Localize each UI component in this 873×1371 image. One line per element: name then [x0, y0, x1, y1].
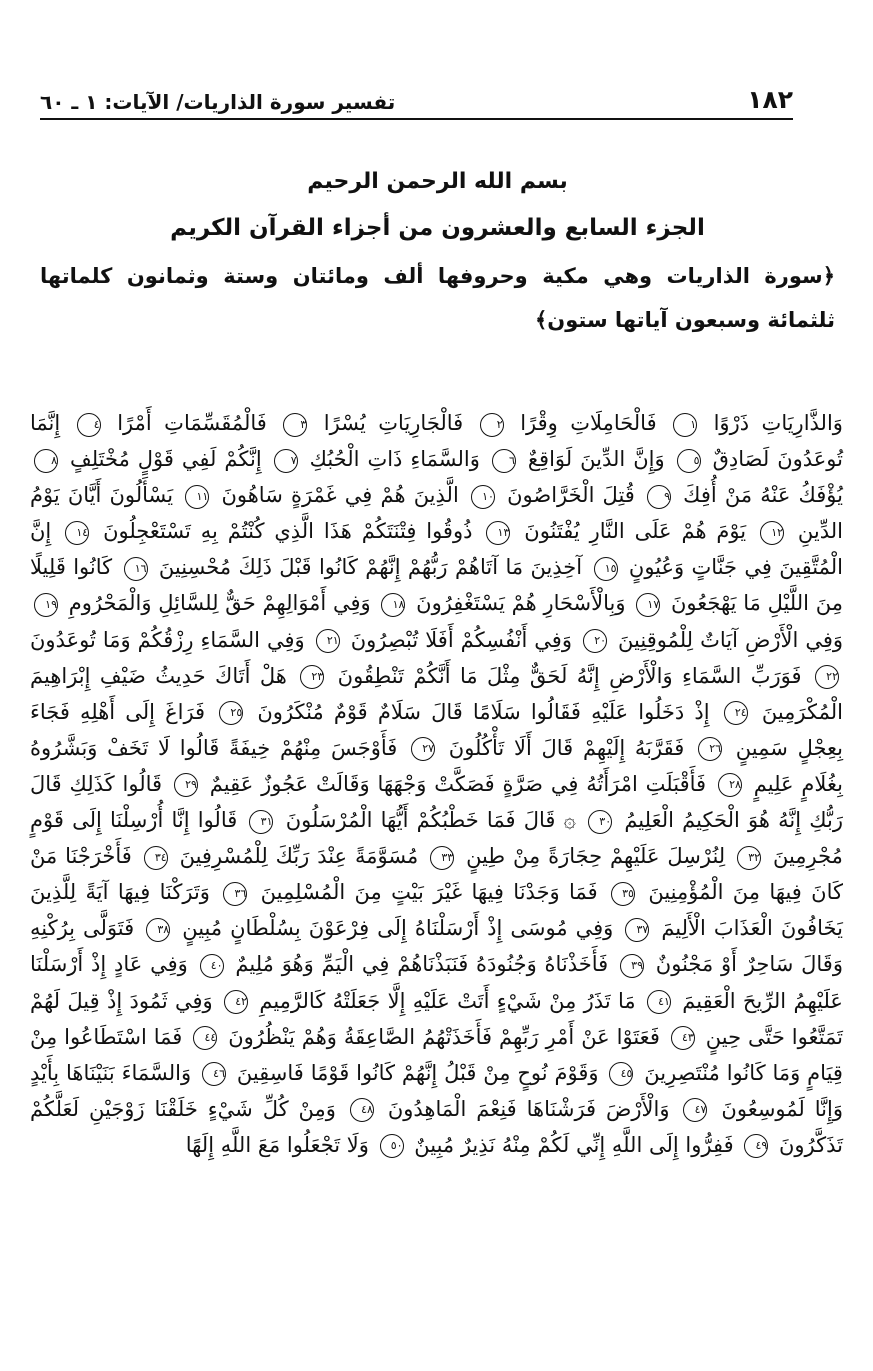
ayah-number-marker: ٢٤	[724, 701, 748, 725]
ayah-number-marker: ٤٣	[671, 1026, 695, 1050]
ayah-number-marker: ٤٨	[350, 1098, 374, 1122]
verse-text: فَالْحَامِلَاتِ وِقْرًا	[520, 411, 657, 435]
ayah-number-marker: ٣٥	[611, 882, 635, 906]
verse-text: وَفِي ثَمُودَ إِذْ قِيلَ لَهُمْ تَمَتَّعُوا حَتَّى حِينٍ	[30, 988, 843, 1049]
verse-text: قُتِلَ الْخَرَّاصُونَ	[507, 483, 635, 508]
verse-text: وَالسَّمَاءِ ذَاتِ الْحُبُكِ	[309, 447, 480, 472]
verse-text: يُؤْفَكُ عَنْهُ مَنْ أُفِكَ	[683, 483, 843, 508]
verse-text: وَإِنَّ الدِّينَ لَوَاقِعٌ	[527, 447, 665, 472]
verse-text: فَأَوْجَسَ مِنْهُمْ خِيفَةً قَالُوا لَا تَخَفْ وَبَشَّرُوهُ بِغُلَامٍ عَلِيمٍ	[30, 735, 843, 796]
verse-text: وَقَوْمَ نُوحٍ مِنْ قَبْلُ إِنَّهُمْ كَانُوا قَوْمًا فَاسِقِينَ	[236, 1060, 599, 1085]
verse-text: مُسَوَّمَةً عِنْدَ رَبِّكَ لِلْمُسْرِفِينَ	[179, 844, 419, 869]
ayah-number-marker: ٣٠	[588, 810, 612, 834]
ayah-number-marker: ٣٨	[146, 918, 170, 942]
ayah-number-marker: ٣٢	[737, 846, 761, 870]
ayah-number-marker: ٥٠	[380, 1134, 404, 1158]
juz-title: الجزء السابع والعشرون من أجزاء القرآن الكريم	[170, 215, 705, 241]
ayah-number-marker: ٢١	[316, 629, 340, 653]
ayah-number-marker: ٤٢	[224, 990, 248, 1014]
ayah-number-marker: ١٠	[471, 485, 495, 509]
ayah-number-marker: ٤٩	[744, 1134, 768, 1158]
verse-text: وَتَرَكْنَا فِيهَا آيَةً لِلَّذِينَ يَخَافُونَ الْعَذَابَ الْأَلِيمَ	[30, 880, 843, 941]
ayah-number-marker: ١١	[185, 485, 209, 509]
verse-text: لِنُرْسِلَ عَلَيْهِمْ حِجَارَةً مِنْ طِينٍ	[466, 844, 726, 869]
ayah-number-marker: ٧	[274, 449, 298, 473]
ayah-number-marker: ٢٢	[815, 665, 839, 689]
ayah-number-marker: ١٩	[34, 593, 58, 617]
quran-verses	[30, 405, 843, 1163]
ayah-number-marker: ٢٣	[300, 665, 324, 689]
verse-text: وَفِي مُوسَى إِذْ أَرْسَلْنَاهُ إِلَى فِرْعَوْنَ بِسُلْطَانٍ مُبِينٍ	[182, 916, 614, 941]
running-header	[40, 78, 793, 120]
verse-text: وَفِي أَنْفُسِكُمْ أَفَلَا تُبْصِرُونَ	[350, 627, 572, 652]
verse-text: وَفِي عَادٍ إِذْ أَرْسَلْنَا عَلَيْهِمُ الرِّيحَ الْعَقِيمَ	[30, 952, 843, 1013]
verse-text: فَالْمُقَسِّمَاتِ أَمْرًا	[117, 411, 267, 435]
verse-text: هَلْ أَتَاكَ حَدِيثُ ضَيْفِ إِبْرَاهِيمَ الْمُكْرَمِينَ	[30, 663, 843, 724]
verse-text: فَأَخْرَجْنَا مَنْ كَانَ فِيهَا مِنَ الْمُؤْمِنِينَ	[30, 844, 843, 905]
verse-text: فَقَرَّبَهُ إِلَيْهِمْ قَالَ أَلَا تَأْكُلُونَ	[448, 735, 685, 760]
verse-text: يَسْأَلُونَ أَيَّانَ يَوْمُ الدِّينِ	[30, 483, 844, 544]
ayah-number-marker: ٣٦	[223, 882, 247, 906]
verse-text: قَالُوا كَذَلِكِ قَالَ رَبُّكِ إِنَّهُ هُوَ الْحَكِيمُ الْعَلِيمُ	[30, 771, 843, 833]
ayah-number-marker: ٨	[34, 449, 58, 473]
running-title: تفسير سورة الذاريات/ الآيات: ١ ـ ٦٠	[40, 90, 396, 114]
verse-text: وَمِنْ كُلِّ شَيْءٍ خَلَقْنَا زَوْجَيْنِ لَعَلَّكُمْ تَذَكَّرُونَ	[30, 1096, 843, 1157]
ayah-number-marker: ٢٠	[583, 629, 607, 653]
ayah-number-marker: ٤٦	[202, 1062, 226, 1086]
ayah-number-marker: ١	[673, 413, 697, 437]
verse-text: وَالذَّارِيَاتِ ذَرْوًا	[713, 411, 843, 435]
chapter-intro	[40, 162, 835, 342]
verse-text: يَوْمَ هُمْ عَلَى النَّارِ يُفْتَنُونَ	[524, 519, 747, 544]
ayah-number-marker: ٢	[480, 413, 504, 437]
page-number: ١٨٢	[747, 85, 793, 114]
verse-text: فَمَا وَجَدْنَا فِيهَا غَيْرَ بَيْتٍ مِنَ الْمُسْلِمِينَ	[260, 880, 598, 905]
ayah-number-marker: ٤١	[647, 990, 671, 1014]
verse-text: فَرَاغَ إِلَى أَهْلِهِ فَجَاءَ بِعِجْلٍ سَمِينٍ	[30, 699, 844, 760]
verse-text: وَلَا تَجْعَلُوا مَعَ اللَّهِ إِلَهًا	[185, 1132, 369, 1157]
verse-text: وَالسَّمَاءَ بَنَيْنَاهَا بِأَيْدٍ وَإِنَّا لَمُوسِعُونَ	[30, 1060, 843, 1121]
ayah-number-marker: ١٣	[486, 521, 510, 545]
verse-text: ذُوقُوا فِتْنَتَكُمْ هَذَا الَّذِي كُنْتُمْ بِهِ تَسْتَعْجِلُونَ	[103, 519, 473, 544]
verse-text: فَعَتَوْا عَنْ أَمْرِ رَبِّهِمْ فَأَخَذَتْهُمُ الصَّاعِقَةُ وَهُمْ يَنْظُرُونَ	[228, 1024, 660, 1049]
ayah-number-marker: ٣	[283, 413, 307, 437]
ayah-number-marker: ٦	[492, 449, 516, 473]
verse-text: فَأَخَذْنَاهُ وَجُنُودَهُ فَنَبَذْنَاهُمْ فِي الْيَمِّ وَهُوَ مُلِيمٌ	[235, 952, 609, 977]
verse-text: كَانُوا قَلِيلًا مِنَ اللَّيْلِ مَا يَهْجَعُونَ	[30, 555, 843, 616]
ayah-number-marker: ٤٤	[193, 1026, 217, 1050]
verse-text: فَوَرَبِّ السَّمَاءِ وَالْأَرْضِ إِنَّهُ لَحَقٌّ مِثْلَ مَا أَنَّكُمْ تَنْطِقُونَ	[337, 663, 802, 688]
ayah-number-marker: ١٤	[65, 521, 89, 545]
verse-text: إِنَّكُمْ لَفِي قَوْلٍ مُخْتَلِفٍ	[69, 447, 262, 472]
verse-text: فَأَقْبَلَتِ امْرَأَتُهُ فِي صَرَّةٍ فَصَكَّتْ وَجْهَهَا وَقَالَتْ عَجُوزٌ عَقِيمٌ	[209, 771, 707, 796]
ayah-number-marker: ١٦	[124, 557, 148, 581]
ayah-number-marker: ٢٥	[219, 701, 243, 725]
verse-text: إِنَّ الْمُتَّقِينَ فِي جَنَّاتٍ وَعُيُونٍ	[30, 519, 843, 580]
verse-text: فَفِرُّوا إِلَى اللَّهِ إِنِّي لَكُمْ مِنْهُ نَذِيرٌ مُبِينٌ	[414, 1132, 734, 1157]
ayah-number-marker: ١٧	[636, 593, 660, 617]
ayah-number-marker: ٣٩	[620, 954, 644, 978]
verse-text: فَالْجَارِيَاتِ يُسْرًا	[323, 411, 464, 435]
verse-text: مَا تَذَرُ مِنْ شَيْءٍ أَتَتْ عَلَيْهِ إِلَّا جَعَلَتْهُ كَالرَّمِيمِ	[259, 988, 636, 1013]
ayah-number-marker: ٥	[677, 449, 701, 473]
verse-text: ۞ قَالَ فَمَا خَطْبُكُمْ أَيُّهَا الْمُرْسَلُونَ	[285, 808, 576, 833]
ayah-number-marker: ٤٥	[609, 1062, 633, 1086]
ayah-number-marker: ١٥	[594, 557, 618, 581]
surah-description: ﴿سورة الذاريات وهي مكية وحروفها ألف ومائتان وستة وثمانون كلماتها ثلثمائة وسبعون آياتها ستون﴾	[40, 264, 835, 332]
verse-text: آخِذِينَ مَا آتَاهُمْ رَبُّهُمْ إِنَّهُمْ كَانُوا قَبْلَ ذَلِكَ مُحْسِنِينَ	[158, 555, 583, 580]
ayah-number-marker: ٤٠	[200, 954, 224, 978]
ayah-number-marker: ١٢	[760, 521, 784, 545]
verse-text: وَفِي أَمْوَالِهِمْ حَقٌّ لِلسَّائِلِ وَالْمَحْرُومِ	[68, 591, 371, 616]
verse-text: فَتَوَلَّى بِرُكْنِهِ وَقَالَ سَاحِرٌ أَوْ مَجْنُونٌ	[30, 916, 843, 977]
ayah-number-marker: ٢٩	[174, 773, 198, 797]
ayah-number-marker: ١٨	[381, 593, 405, 617]
ayah-number-marker: ٤	[77, 413, 101, 437]
verse-text: وَالْأَرْضَ فَرَشْنَاهَا فَنِعْمَ الْمَاهِدُونَ	[387, 1096, 670, 1121]
verse-text: وَفِي الْأَرْضِ آيَاتٌ لِلْمُوقِنِينَ	[618, 627, 844, 652]
ayah-number-marker: ٢٧	[411, 737, 435, 761]
ayah-number-marker: ٩	[647, 485, 671, 509]
verse-text: وَفِي السَّمَاءِ رِزْقُكُمْ وَمَا تُوعَدُونَ	[30, 627, 305, 652]
basmala: بسم الله الرحمن الرحيم	[307, 169, 568, 194]
ayah-number-marker: ٣٧	[625, 918, 649, 942]
verse-flow	[30, 405, 843, 1163]
ayah-number-marker: ٢٨	[718, 773, 742, 797]
verse-text: إِنَّمَا تُوعَدُونَ لَصَادِقٌ	[30, 411, 843, 472]
ayah-number-marker: ٣٣	[430, 846, 454, 870]
verse-text: وَبِالْأَسْحَارِ هُمْ يَسْتَغْفِرُونَ	[416, 591, 626, 616]
verse-text: إِذْ دَخَلُوا عَلَيْهِ فَقَالُوا سَلَامًا قَالَ سَلَامٌ قَوْمٌ مُنْكَرُونَ	[257, 699, 710, 724]
ayah-number-marker: ٣٤	[144, 846, 168, 870]
verse-text: قَالُوا إِنَّا أُرْسِلْنَا إِلَى قَوْمٍ مُجْرِمِينَ	[30, 808, 843, 869]
ayah-number-marker: ٣١	[249, 810, 273, 834]
verse-text: فَمَا اسْتَطَاعُوا مِنْ قِيَامٍ وَمَا كَانُوا مُنْتَصِرِينَ	[30, 1024, 843, 1085]
verse-text: الَّذِينَ هُمْ فِي غَمْرَةٍ سَاهُونَ	[221, 483, 459, 508]
ayah-number-marker: ٢٦	[698, 737, 722, 761]
ayah-number-marker: ٤٧	[683, 1098, 707, 1122]
